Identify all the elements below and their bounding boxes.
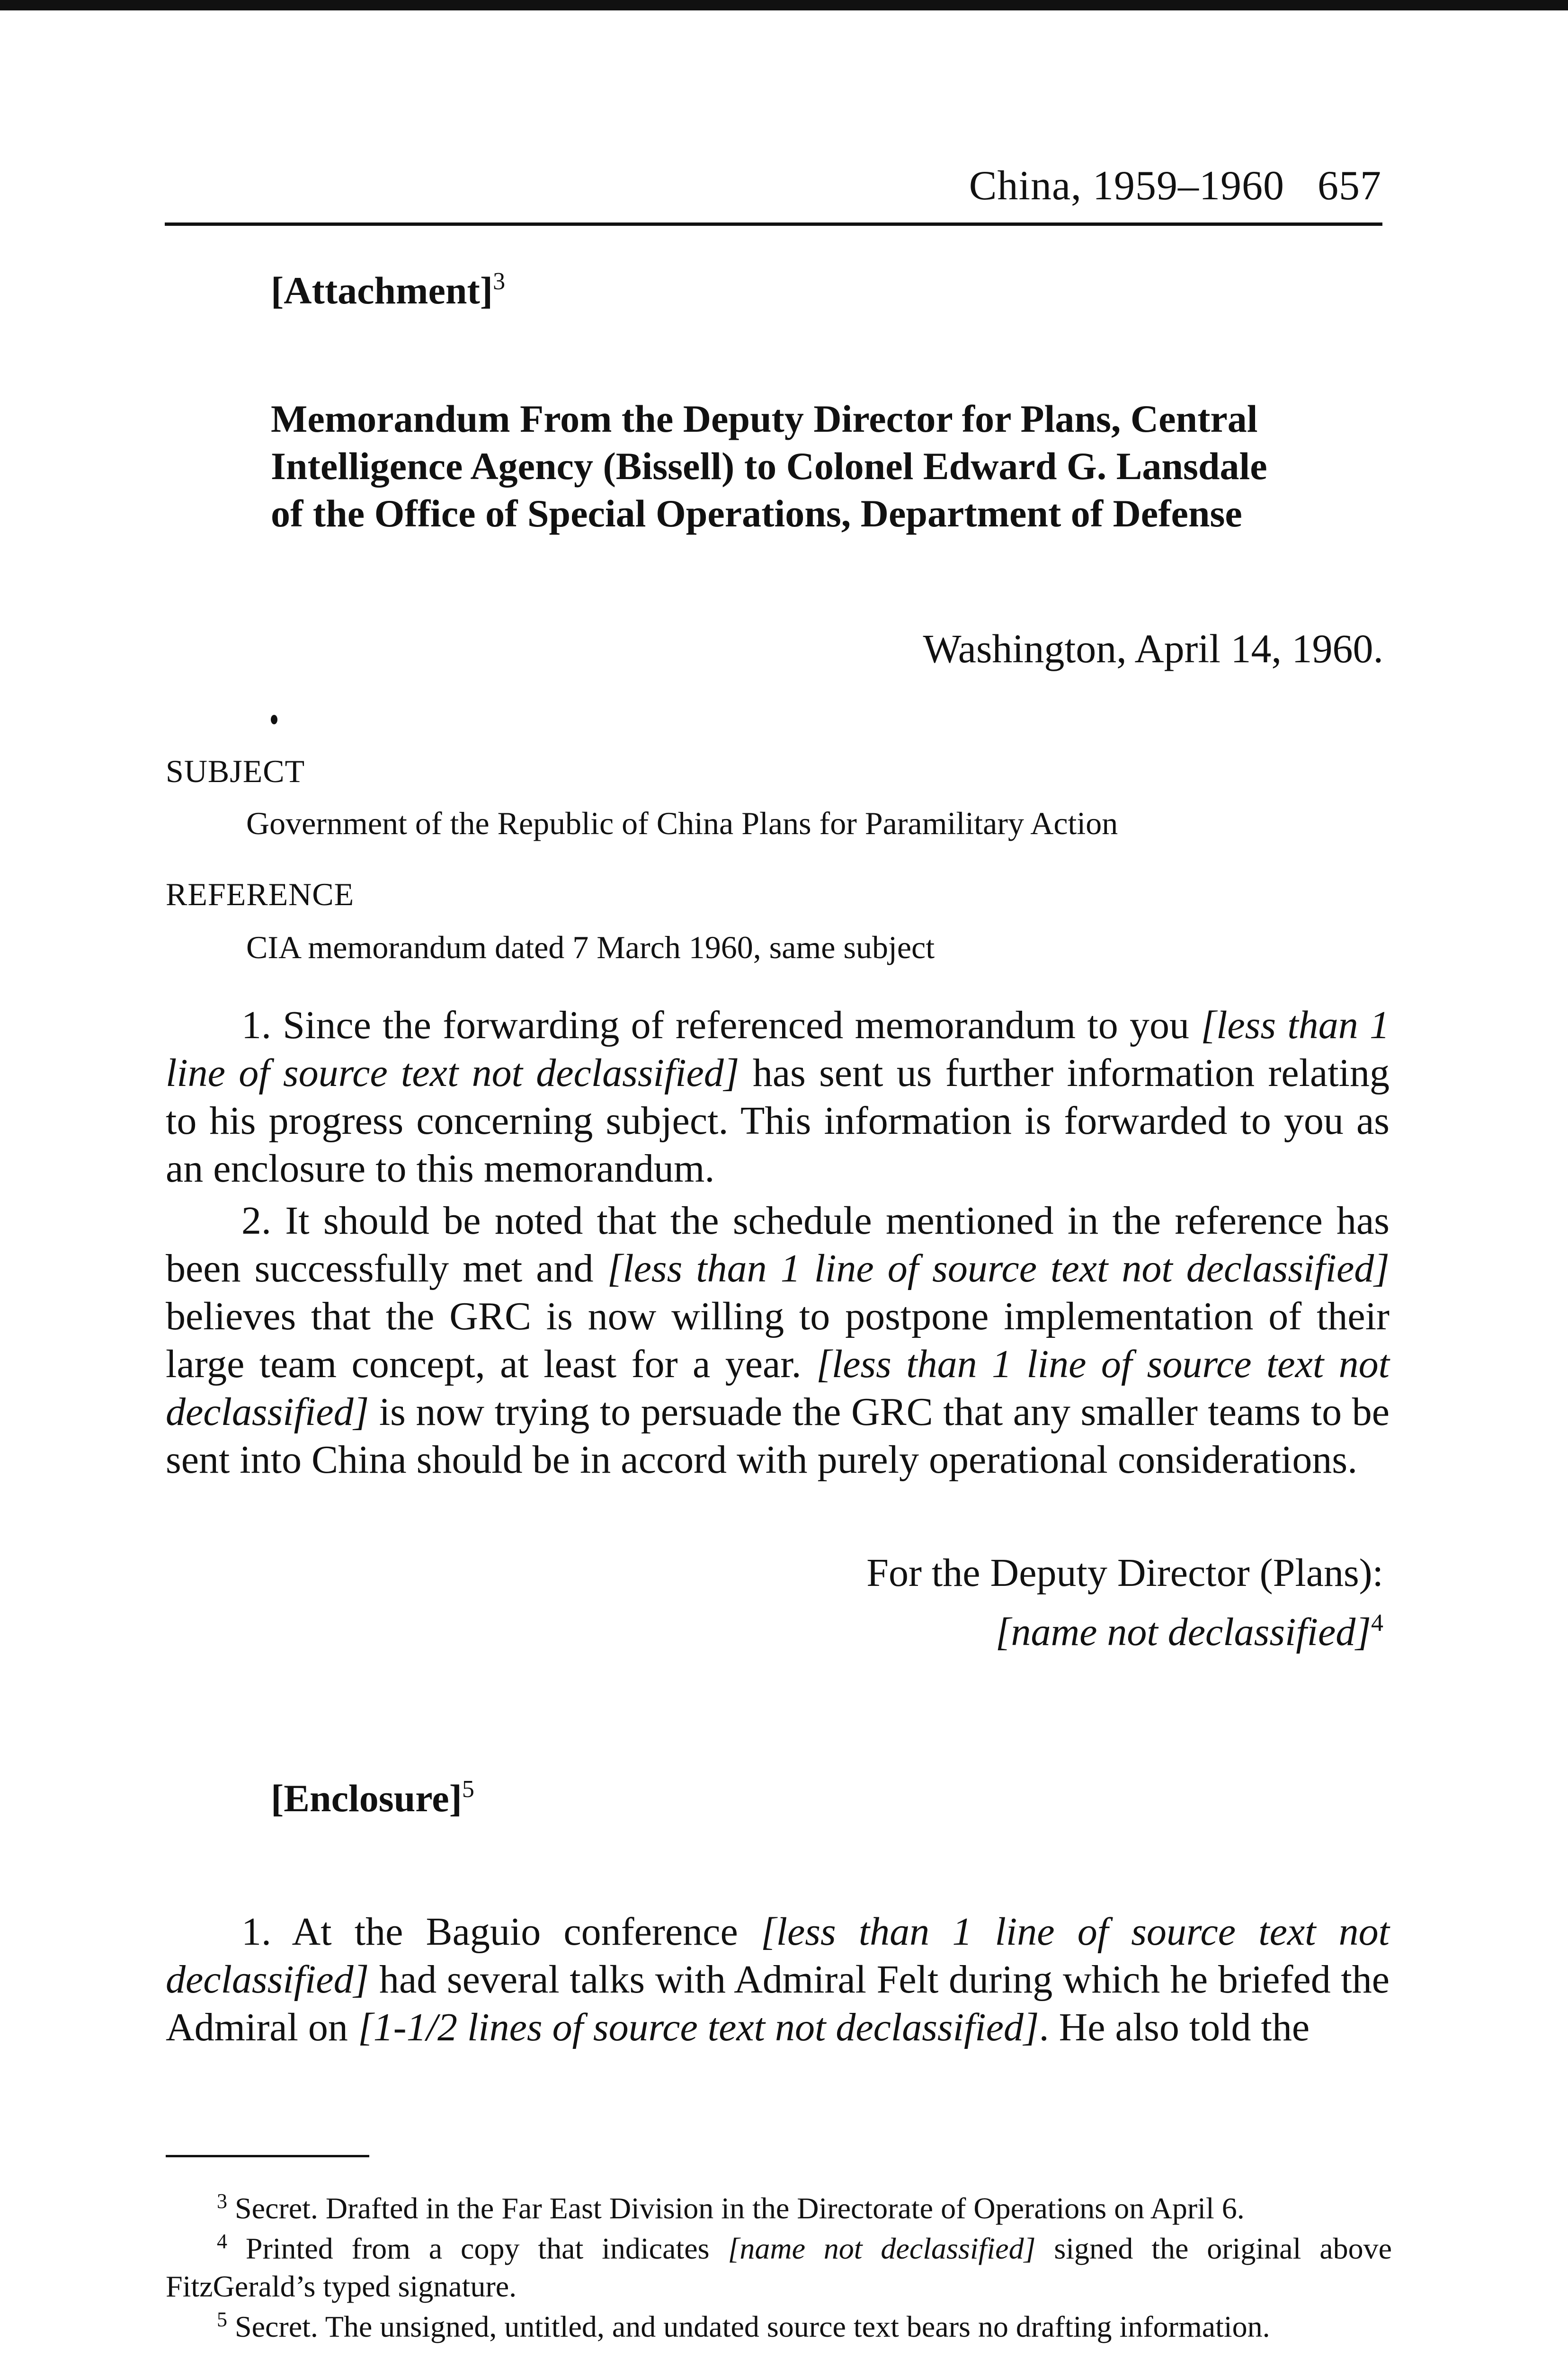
redaction-note: [less than 1 line of source text not declassified] — [607, 1246, 1390, 1290]
signature-name — [866, 1598, 1383, 1657]
footnote-text: signed the original above FitzGerald’s typed signature. — [166, 2232, 1392, 2303]
redaction-note: [less than 1 line of source text not declassified] — [166, 1342, 1390, 1434]
footnote-5 — [166, 2301, 1392, 2346]
footnote-number: 4 — [217, 2230, 227, 2253]
running-head — [969, 162, 1381, 210]
memo-title-line: of the Office of Special Operations, Department of Defense — [271, 492, 1242, 535]
top-edge-rule — [0, 0, 1568, 10]
footnote-number: 3 — [217, 2189, 227, 2213]
text-run: had several talks with Admiral Felt during which he briefed the Admiral on — [166, 1958, 1390, 2049]
redaction-note: [less than 1 line of source text not declassified] — [166, 1003, 1390, 1095]
dateline: Washington, April 14, 1960. — [923, 626, 1383, 671]
footnote-3 — [166, 2182, 1392, 2227]
text-run: believes that the GRC is now willing to postpone implementation of their large team concept, at least for a year. — [166, 1294, 1390, 1386]
subject-text: Government of the Republic of China Plans for Paramilitary Action — [246, 805, 1118, 841]
footnote-rule — [166, 2155, 369, 2157]
footnote-number: 5 — [217, 2308, 227, 2331]
memo-paragraph-1 — [166, 1001, 1390, 1192]
memo-paragraph-2 — [166, 1197, 1390, 1484]
stray-mark — [271, 715, 277, 724]
signature-line: For the Deputy Director (Plans): — [866, 1551, 1383, 1595]
signature-block — [866, 1548, 1383, 1657]
signature-footnote-ref[interactable]: 4 — [1371, 1610, 1383, 1637]
footnote-text: Printed from a copy that indicates — [245, 2232, 728, 2265]
text-run: is now trying to persuade the GRC that any smaller teams to be sent into China should be in accord with purely operational considerations. — [166, 1390, 1390, 1482]
footnote-text: Secret. The unsigned, untitled, and undated source text bears no drafting information. — [235, 2310, 1270, 2343]
reference-text: CIA memorandum dated 7 March 1960, same subject — [246, 929, 935, 965]
attachment-label: [Attachment] — [271, 269, 493, 312]
enclosure-heading — [271, 1775, 474, 1821]
text-run: 1. Since the forwarding of referenced memorandum to you — [241, 1003, 1201, 1047]
redacted-name: [name not declassified] — [995, 1610, 1371, 1654]
subject-label: SUBJECT — [166, 753, 305, 789]
memo-title — [271, 395, 1383, 537]
attachment-heading — [271, 267, 505, 313]
reference-label: REFERENCE — [166, 876, 355, 912]
redaction-note: [1-1/2 lines of source text not declassified] — [357, 2005, 1039, 2049]
enclosure-paragraph-1 — [166, 1908, 1390, 2051]
redaction-note: [name not declassified] — [728, 2232, 1036, 2265]
footnote-text: Secret. Drafted in the Far East Division in the Directorate of Operations on April 6. — [235, 2191, 1245, 2225]
header-rule — [165, 222, 1382, 226]
text-run: has sent us further information relating to his progress concerning subject. This information is forwarded to you as an enclosure to this memorandum. — [166, 1051, 1390, 1191]
page-number: 657 — [1318, 163, 1381, 209]
text-run: . He also told the — [1039, 2005, 1310, 2049]
memo-title-line: Memorandum From the Deputy Director for Plans, Central — [271, 397, 1258, 440]
running-title: China, 1959–1960 — [969, 163, 1284, 209]
enclosure-label: [Enclosure] — [271, 1777, 462, 1820]
text-run: 2. It should be noted that the schedule mentioned in the reference has been successfully met and — [166, 1199, 1390, 1290]
text-run: 1. At the Baguio conference — [241, 1910, 761, 1954]
memo-title-line: Intelligence Agency (Bissell) to Colonel Edward G. Lansdale — [271, 445, 1267, 488]
enclosure-footnote-ref[interactable]: 5 — [462, 1776, 474, 1803]
redaction-note: [less than 1 line of source text not declassified] — [166, 1910, 1390, 2002]
attachment-footnote-ref[interactable]: 3 — [493, 268, 506, 295]
footnote-4 — [166, 2223, 1392, 2305]
